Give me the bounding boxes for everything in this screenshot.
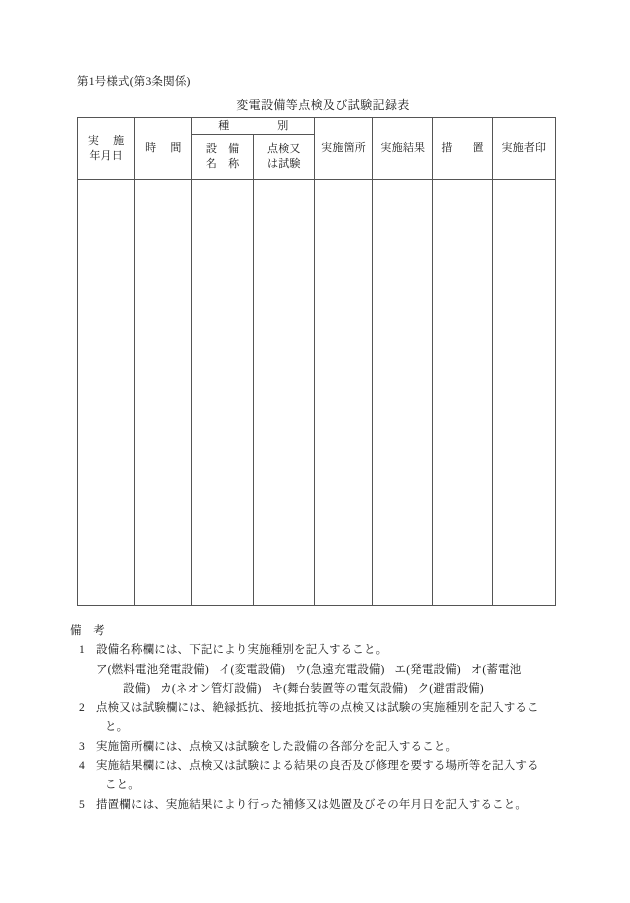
cell-equipment-name[interactable] bbox=[192, 180, 253, 606]
note-item-5 bbox=[70, 796, 580, 815]
equipment-type-a: ア(燃料電池発電設備) bbox=[96, 663, 209, 676]
notes-section bbox=[70, 622, 580, 815]
header-cell-performer-seal: 実施者印 bbox=[492, 118, 555, 180]
note-item-1 bbox=[70, 641, 580, 660]
note-item-2 bbox=[70, 699, 580, 738]
note-number-3: 3 bbox=[79, 740, 85, 753]
note-number-2: 2 bbox=[79, 702, 85, 715]
header-cell-location: 実施箇所 bbox=[314, 118, 372, 180]
note-text-2-line2: と。 bbox=[105, 721, 129, 734]
cell-location[interactable] bbox=[314, 180, 372, 606]
equipment-type-ku: ク(避雷設備) bbox=[417, 682, 484, 695]
notes-heading: 備 考 bbox=[70, 625, 105, 637]
note-number-1: 1 bbox=[79, 644, 85, 657]
header-cell-date bbox=[78, 118, 135, 180]
form-number: 第1号様式(第3条関係) bbox=[77, 76, 191, 88]
note-text-2-line1: 点検又は試験欄には、絶縁抵抗、接地抵抗等の点検又は試験の実施種別を記入するこ bbox=[96, 702, 539, 715]
note-text-2 bbox=[96, 699, 580, 738]
note-text-3: 実施箇所欄には、点検又は試験をした設備の各部分を記入すること。 bbox=[96, 740, 458, 753]
page-title: 変電設備等点検及び試験記録表 bbox=[236, 98, 410, 112]
note-1-sublist bbox=[70, 661, 580, 700]
header-cell-measure bbox=[433, 118, 492, 180]
cell-measure[interactable] bbox=[433, 180, 492, 606]
header-cell-equipment-name bbox=[192, 135, 253, 180]
header-equipment-line1: 設 備 bbox=[205, 143, 240, 155]
cell-performer-seal[interactable] bbox=[492, 180, 555, 606]
record-table-wrapper bbox=[77, 117, 556, 606]
equipment-type-i: イ(変電設備) bbox=[218, 663, 286, 676]
note-item-3 bbox=[70, 738, 580, 757]
equipment-type-ki: キ(舞台装置等の電気設備) bbox=[271, 682, 408, 695]
note-text-5: 措置欄には、実施結果により行った補修又は処置及びその年月日を記入すること。 bbox=[96, 798, 528, 811]
header-time-label: 時 間 bbox=[145, 142, 182, 154]
cell-result[interactable] bbox=[373, 180, 433, 606]
cell-time[interactable] bbox=[135, 180, 192, 606]
header-cell-result: 実施結果 bbox=[373, 118, 433, 180]
cell-date[interactable] bbox=[78, 180, 135, 606]
header-date-line2: 年月日 bbox=[89, 149, 123, 162]
note-text-4 bbox=[96, 757, 580, 796]
record-table bbox=[77, 117, 556, 606]
equipment-type-o: オ(蓄電池 bbox=[470, 663, 522, 676]
header-cell-inspection-or-test bbox=[253, 135, 314, 180]
header-inspection-line1: 点検又 bbox=[267, 143, 301, 155]
header-category-label: 種 別 bbox=[218, 119, 289, 132]
note-1-sublist-line2 bbox=[96, 680, 580, 699]
note-text-4-line1: 実施結果欄には、点検又は試験による結果の良否及び修理を要する場所等を記入する bbox=[96, 760, 539, 773]
header-date-line1: 実 施 bbox=[87, 134, 125, 147]
header-cell-category-group bbox=[192, 118, 315, 135]
header-measure-label: 措 置 bbox=[441, 142, 484, 154]
cell-inspection-or-test[interactable] bbox=[253, 180, 314, 606]
note-number-4: 4 bbox=[79, 760, 85, 773]
table-row bbox=[78, 180, 556, 606]
header-equipment-line2: 名 称 bbox=[205, 158, 240, 170]
note-item-4 bbox=[70, 757, 580, 796]
note-text-1: 設備名称欄には、下記により実施種別を記入すること。 bbox=[96, 644, 388, 657]
equipment-type-u: ウ(急遠充電設備) bbox=[295, 663, 385, 676]
equipment-type-ka: カ(ネオン管灯設備) bbox=[160, 682, 262, 695]
equipment-type-e: エ(発電設備) bbox=[394, 663, 461, 676]
equipment-type-o-cont: 設備) bbox=[123, 682, 151, 695]
table-header-row-top bbox=[78, 118, 556, 135]
note-1-sublist-line1 bbox=[96, 661, 580, 680]
header-cell-time bbox=[135, 118, 192, 180]
note-number-5: 5 bbox=[79, 798, 85, 811]
header-inspection-line2: は試験 bbox=[267, 158, 301, 170]
note-text-4-line2: こと。 bbox=[105, 779, 140, 792]
